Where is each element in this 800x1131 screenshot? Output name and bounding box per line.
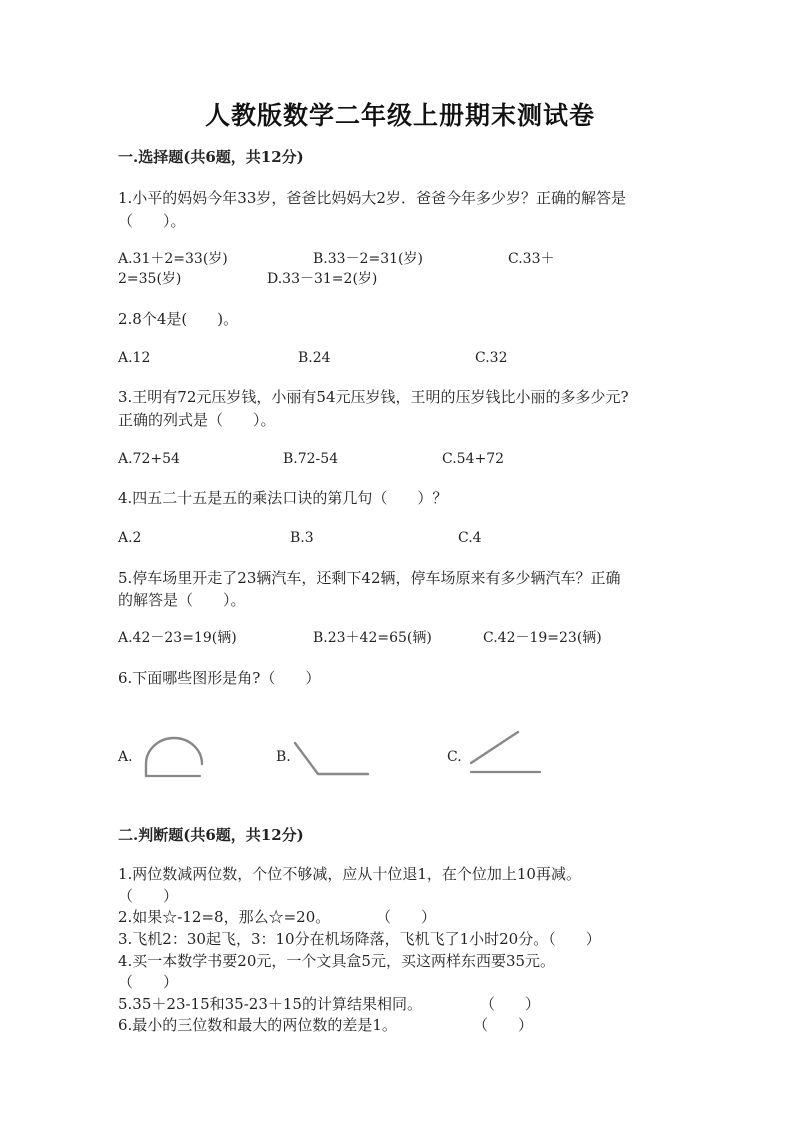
q2-option-b: B.24 xyxy=(298,350,331,366)
judge-4-blank: （ ） xyxy=(118,973,179,991)
q5-text-line1: 5.停车场里开走了23辆汽车，还剩下42辆，停车场原来有多少辆汽车？正确 xyxy=(118,569,621,587)
section-2-heading: 二.判断题(共6题，共12分) xyxy=(118,826,304,844)
judge-5-blank: （ ） xyxy=(480,995,541,1013)
section-1-heading: 一.选择题(共6题，共12分) xyxy=(118,148,304,166)
q4-text: 4.四五二十五是五的乘法口诀的第几句（ ）？ xyxy=(118,489,448,507)
q4-option-c: C.4 xyxy=(458,530,482,546)
angle-figure xyxy=(466,728,546,778)
q2-option-c: C.32 xyxy=(475,350,508,366)
q6-option-a-label: A. xyxy=(118,749,133,765)
q1-option-a: A.31＋2=33(岁) xyxy=(118,251,228,267)
page-title: 人教版数学二年级上册期末测试卷 xyxy=(204,101,595,130)
q1-option-c-continued: 2=35(岁) xyxy=(118,271,182,287)
q5-option-a: A.42－23=19(辆) xyxy=(118,630,237,646)
judge-2-text: 2.如果☆-12=8，那么☆=20。 xyxy=(118,908,331,926)
q3-text-line2: 正确的列式是（ ）。 xyxy=(118,411,276,429)
q2-text: 2.8个4是( )。 xyxy=(118,310,239,328)
q3-option-c: C.54+72 xyxy=(442,451,505,467)
q1-text-line2: （ ）。 xyxy=(118,212,186,230)
judge-2-blank: （ ） xyxy=(376,908,437,926)
q5-option-b: B.23＋42=65(辆) xyxy=(313,630,432,646)
judge-5-text: 5.35＋23-15和35-23＋15的计算结果相同。 xyxy=(118,995,422,1013)
q3-option-a: A.72+54 xyxy=(118,451,180,467)
judge-4-text: 4.买一本数学书要20元，一个文具盒5元，买这两样东西要35元。 xyxy=(118,952,556,970)
q6-text: 6.下面哪些图形是角?（ ） xyxy=(118,669,321,687)
q6-option-b-label: B. xyxy=(276,749,291,765)
q1-text-line1: 1.小平的妈妈今年33岁，爸爸比妈妈大2岁．爸爸今年多少岁？正确的解答是 xyxy=(118,189,626,207)
q3-text-line1: 3.王明有72元压岁钱，小丽有54元压岁钱，王明的压岁钱比小丽的多多少元? xyxy=(118,388,629,406)
judge-1-text: 1.两位数减两位数，个位不够减，应从十位退1，在个位加上10再减。 xyxy=(118,865,581,883)
q4-option-a: A.2 xyxy=(118,530,142,546)
q4-option-b: B.3 xyxy=(290,530,314,546)
q3-option-b: B.72-54 xyxy=(283,451,339,467)
q6-option-c-label: C. xyxy=(447,749,462,765)
q1-option-d: D.33－31=2(岁) xyxy=(267,271,378,287)
q5-option-c: C.42－19=23(辆) xyxy=(483,630,602,646)
judge-6-text: 6.最小的三位数和最大的两位数的差是1。 xyxy=(118,1016,397,1034)
q2-option-a: A.12 xyxy=(118,350,151,366)
judge-1-blank: （ ） xyxy=(118,887,179,905)
arc-figure xyxy=(140,732,210,782)
q1-option-c: C.33＋ xyxy=(508,251,555,267)
judge-3-text: 3.飞机2：30起飞，3：10分在机场降落，飞机飞了1小时20分。（ ） xyxy=(118,930,601,948)
q1-option-b: B.33－2=31(岁) xyxy=(313,251,423,267)
judge-6-blank: （ ） xyxy=(473,1016,534,1034)
bent-line-figure xyxy=(292,740,372,780)
q5-text-line2: 的解答是（ ）。 xyxy=(118,591,246,609)
